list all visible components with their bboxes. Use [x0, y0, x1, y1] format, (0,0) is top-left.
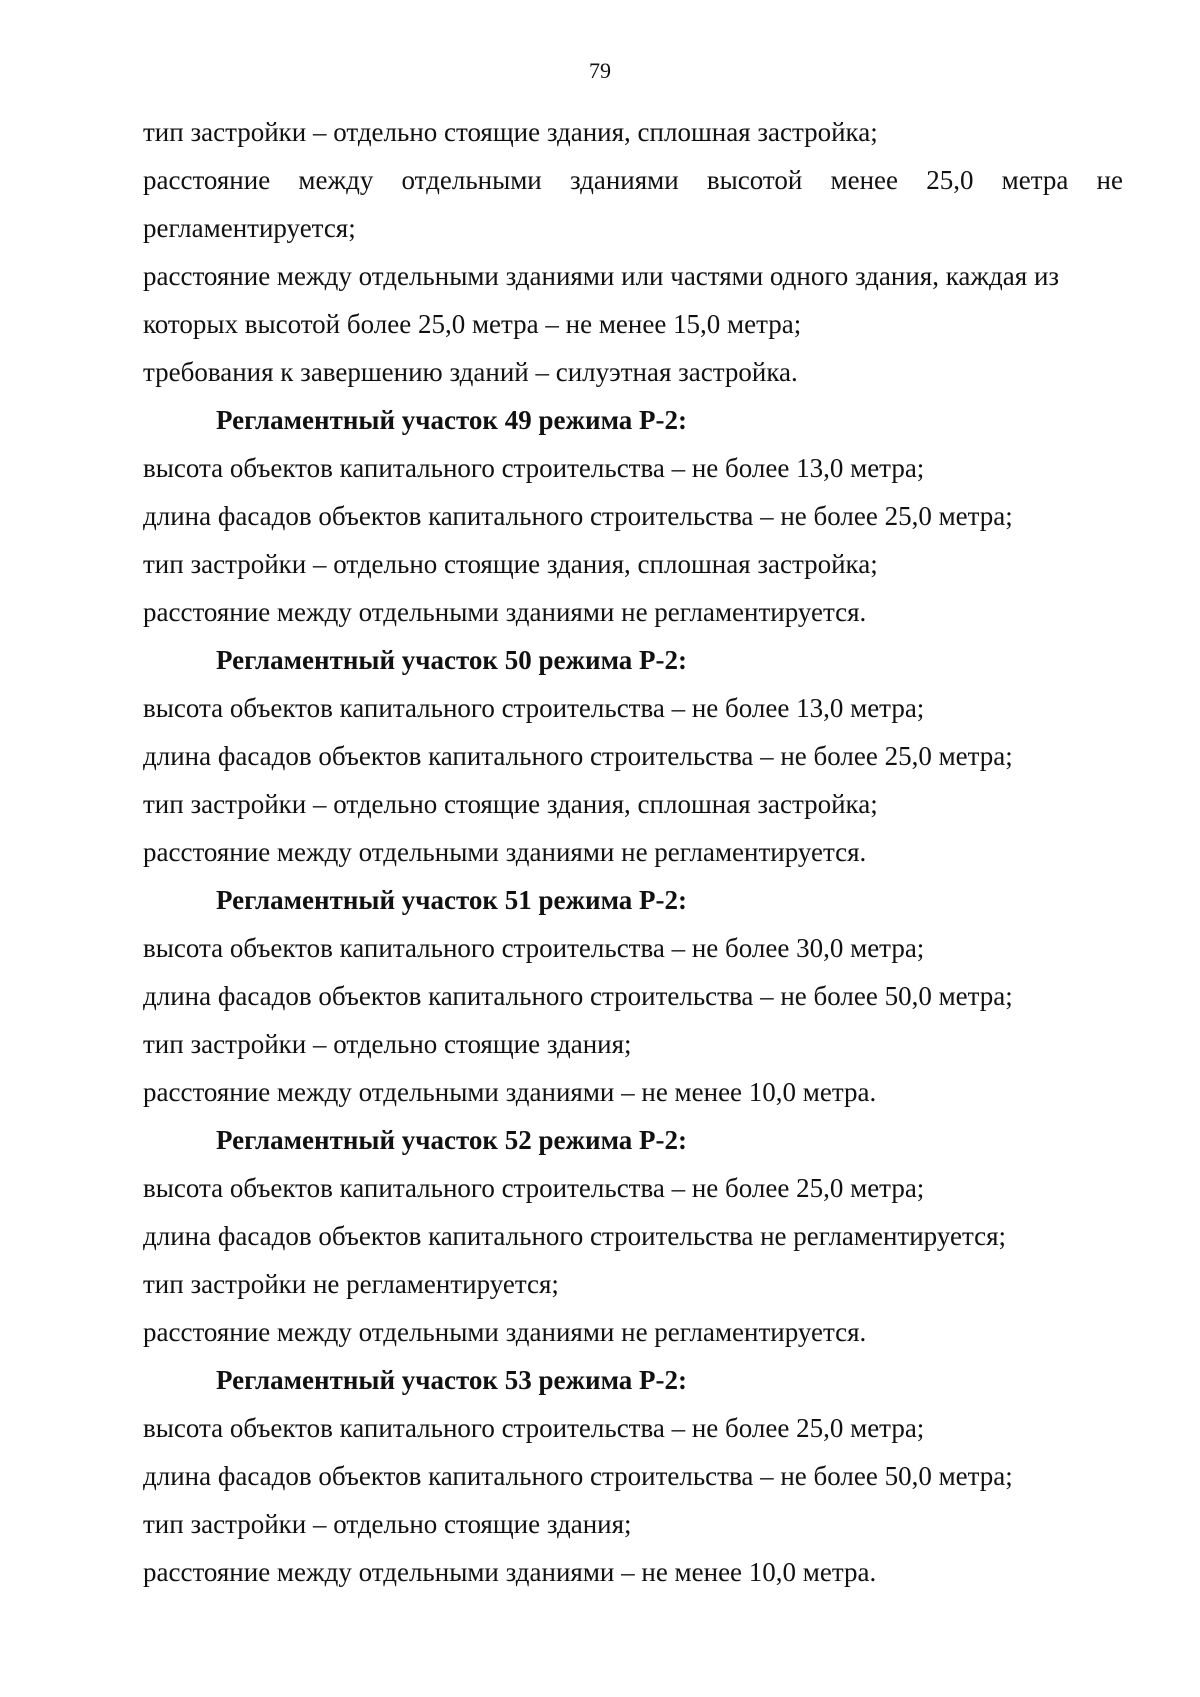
- intro-line-2-word: не: [1096, 165, 1123, 195]
- section-line: тип застройки – отдельно стоящие здания;: [143, 1029, 632, 1059]
- section-line: длина фасадов объектов капитального строительства – не более 25,0 метра;: [143, 741, 1013, 771]
- section-heading: Регламентный участок 49 режима Р-2:: [216, 405, 688, 435]
- intro-line-2-word: расстояние: [143, 165, 271, 195]
- section-line: высота объектов капитального строительства – не более 25,0 метра;: [143, 1173, 925, 1203]
- intro-line-2-word: менее: [830, 165, 899, 195]
- page-number: 79: [589, 58, 611, 83]
- intro-line-2: [143, 156, 1123, 204]
- section-line: тип застройки – отдельно стоящие здания, сплошная застройка;: [143, 789, 878, 819]
- intro-line-6: требования к завершению зданий – силуэтная застройка.: [143, 357, 798, 387]
- section-line: высота объектов капитального строительства – не более 30,0 метра;: [143, 933, 925, 963]
- section-line: тип застройки не регламентируется;: [143, 1269, 559, 1299]
- section-line: длина фасадов объектов капитального строительства – не более 50,0 метра;: [143, 981, 1013, 1011]
- document-body: [143, 108, 1123, 1596]
- section-line: высота объектов капитального строительства – не более 13,0 метра;: [143, 693, 925, 723]
- intro-line-1: тип застройки – отдельно стоящие здания, сплошная застройка;: [143, 117, 878, 147]
- section-line: тип застройки – отдельно стоящие здания, сплошная застройка;: [143, 549, 878, 579]
- intro-line-5: которых высотой более 25,0 метра – не менее 15,0 метра;: [143, 309, 802, 339]
- section-heading: Регламентный участок 50 режима Р-2:: [216, 645, 688, 675]
- section-line: длина фасадов объектов капитального строительства – не более 50,0 метра;: [143, 1461, 1013, 1491]
- section-heading: Регламентный участок 53 режима Р-2:: [216, 1365, 688, 1395]
- section-heading: Регламентный участок 51 режима Р-2:: [216, 885, 688, 915]
- intro-line-2-word: между: [298, 165, 374, 195]
- section-line: высота объектов капитального строительства – не более 13,0 метра;: [143, 453, 925, 483]
- section-line: расстояние между отдельными зданиями не регламентируется.: [143, 837, 867, 867]
- section-line: тип застройки – отдельно стоящие здания;: [143, 1509, 632, 1539]
- intro-line-2-word: зданиями: [569, 165, 679, 195]
- intro-line-3: регламентируется;: [143, 213, 356, 243]
- section-heading: Регламентный участок 52 режима Р-2:: [216, 1125, 688, 1155]
- intro-line-4: расстояние между отдельными зданиями или частями одного здания, каждая из: [143, 261, 1060, 291]
- section-line: длина фасадов объектов капитального строительства – не более 25,0 метра;: [143, 501, 1013, 531]
- section-line: расстояние между отдельными зданиями не регламентируется.: [143, 1317, 867, 1347]
- intro-line-2-word: высотой: [706, 165, 803, 195]
- intro-line-2-word: отдельными: [401, 165, 542, 195]
- section-line: расстояние между отдельными зданиями – не менее 10,0 метра.: [143, 1557, 877, 1587]
- section-line: высота объектов капитального строительства – не более 25,0 метра;: [143, 1413, 925, 1443]
- intro-line-2-word: 25,0: [926, 165, 974, 195]
- intro-line-2-word: метра: [1001, 165, 1069, 195]
- section-line: расстояние между отдельными зданиями – не менее 10,0 метра.: [143, 1077, 877, 1107]
- section-line: длина фасадов объектов капитального строительства не регламентируется;: [143, 1221, 1006, 1251]
- section-line: расстояние между отдельными зданиями не регламентируется.: [143, 597, 867, 627]
